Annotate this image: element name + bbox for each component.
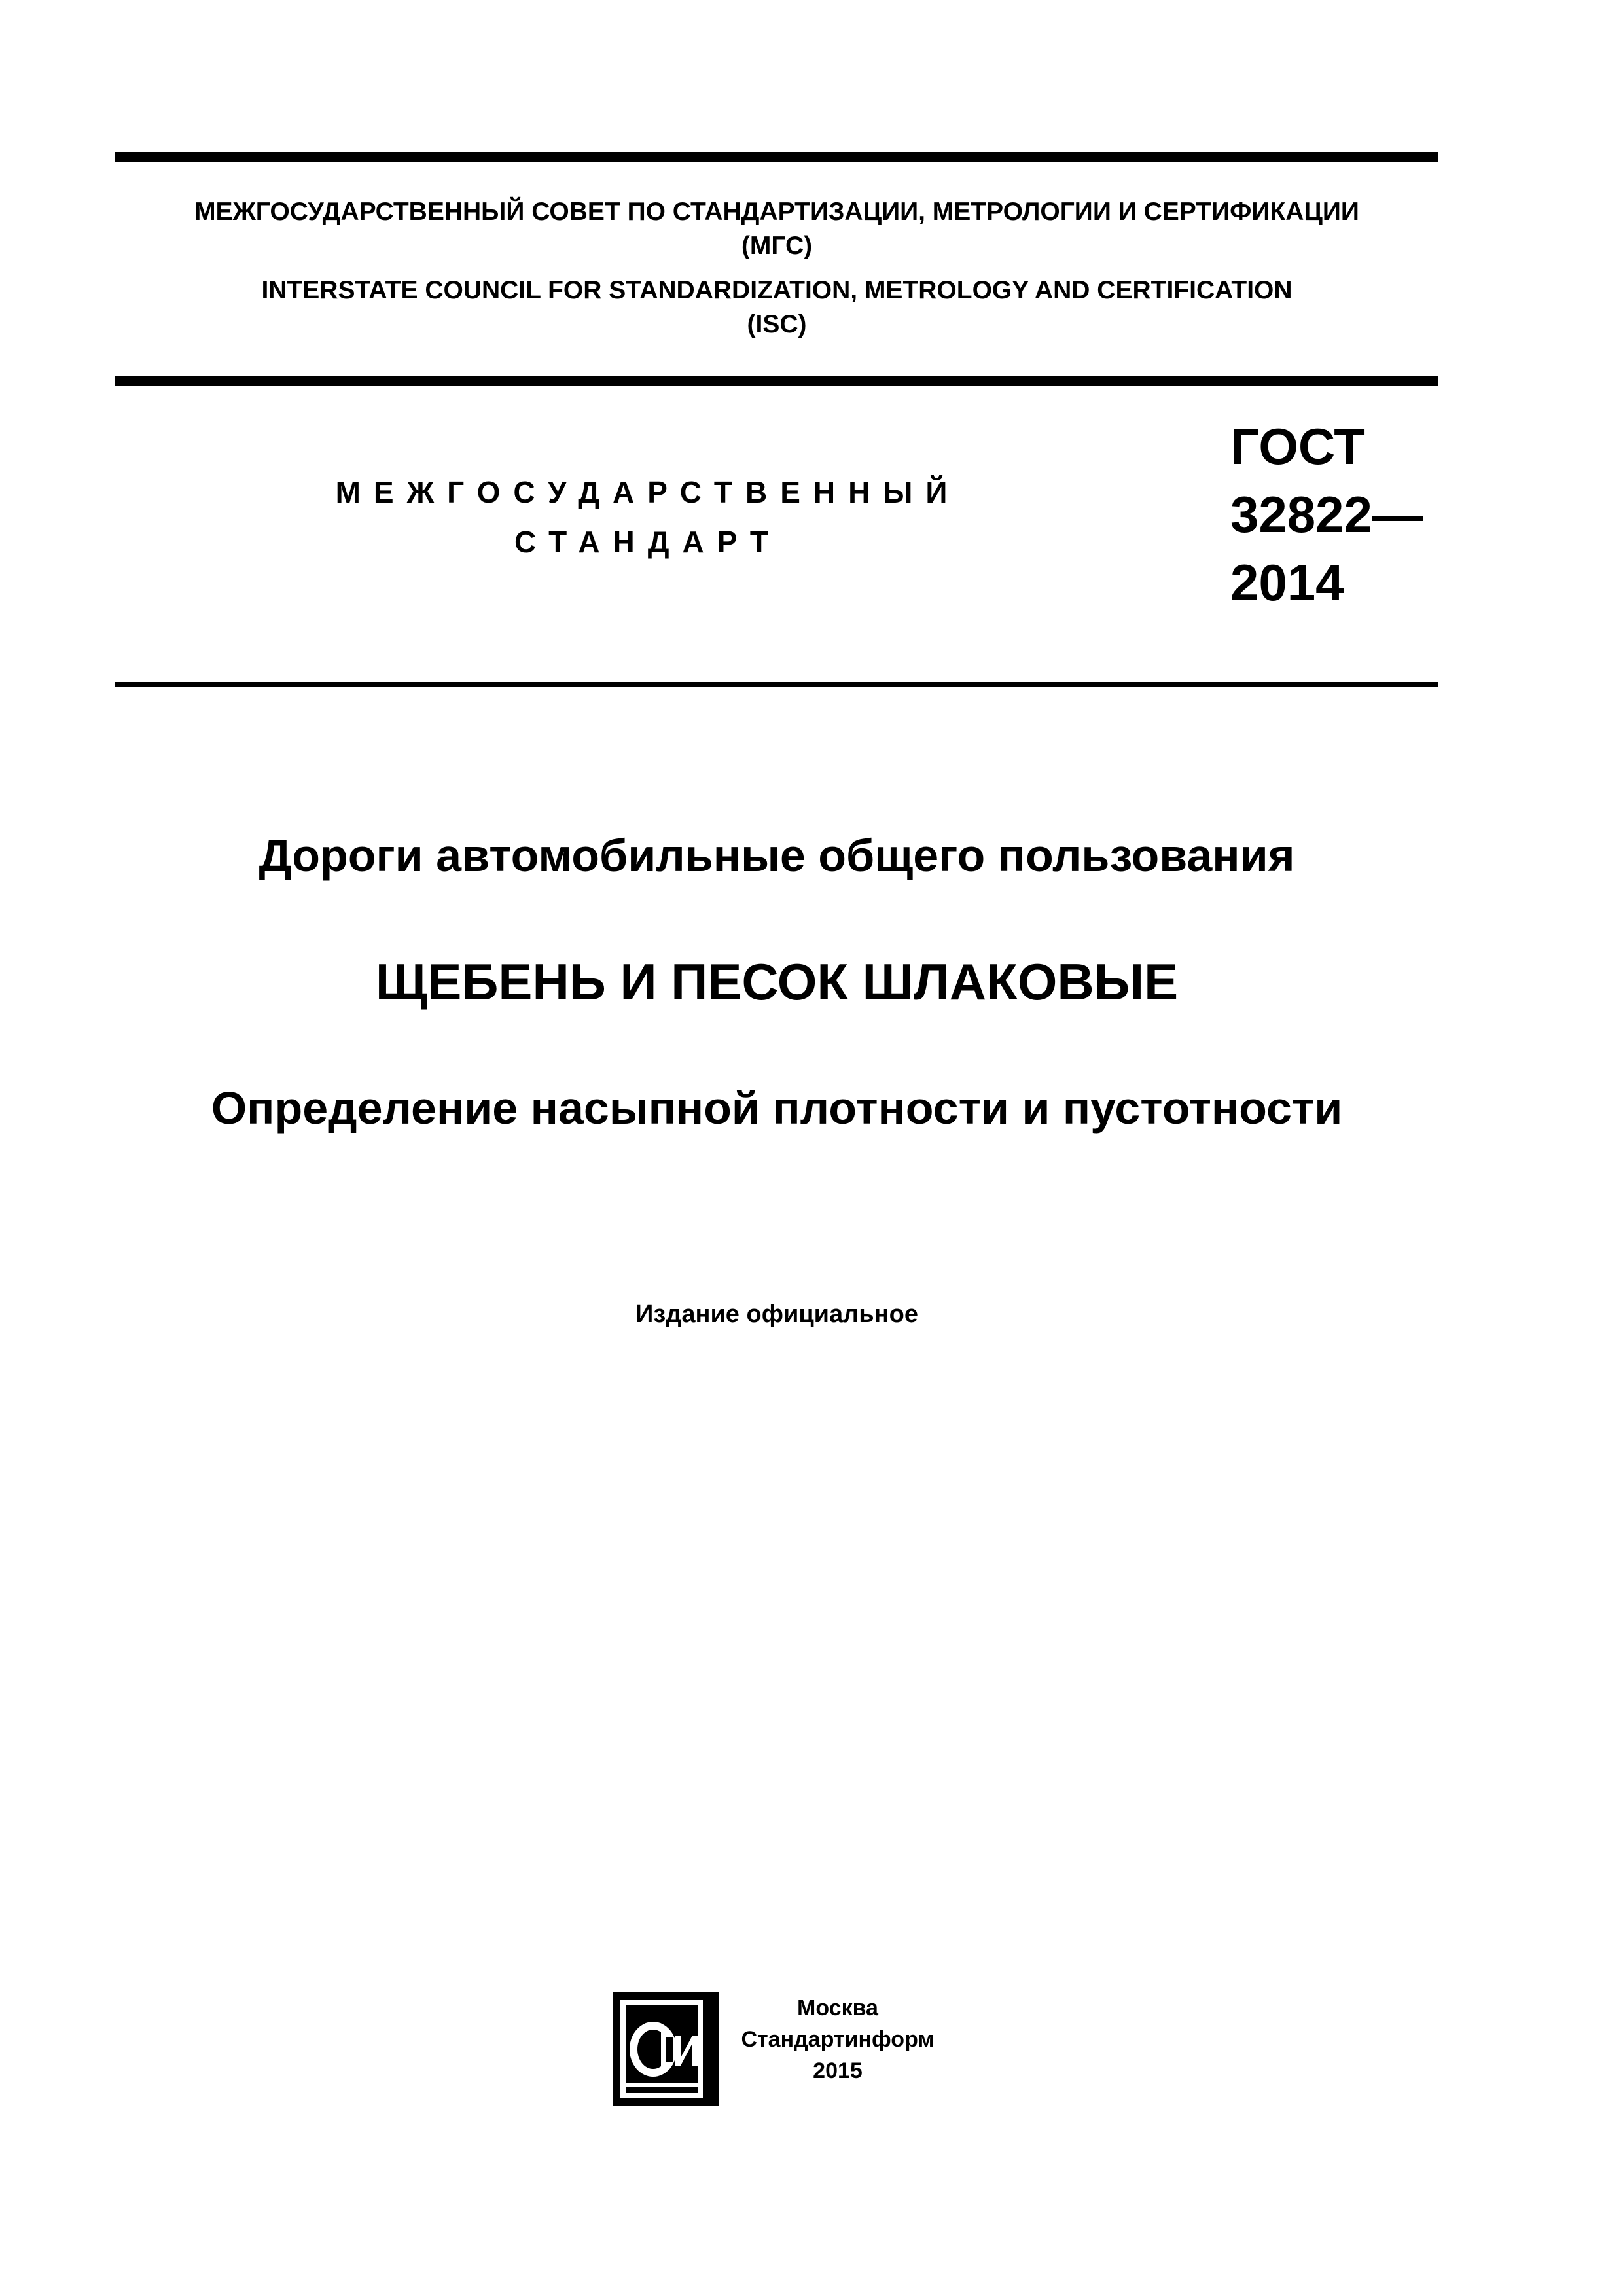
top-divider [115, 152, 1438, 162]
standartinform-logo-icon [613, 1992, 719, 2106]
publisher-name: Стандартинформ [741, 2027, 935, 2052]
publisher-city: Москва [797, 1996, 878, 2020]
document-title-sub: Определение насыпной плотности и пустотности [211, 1083, 1343, 1134]
council-name-en-text: INTERSTATE COUNCIL FOR STANDARDIZATION, METROLOGY AND CERTIFICATION [261, 276, 1293, 304]
document-title-general: Дороги автомобильные общего пользования [259, 830, 1295, 881]
standard-code: ГОСТ [1230, 418, 1365, 475]
council-abbr-en: (ISC) [747, 310, 807, 338]
middle-divider [115, 376, 1438, 386]
edition-label: Издание официальное [635, 1300, 918, 1328]
document-title-main: ЩЕБЕНЬ И ПЕСОК ШЛАКОВЫЕ [375, 953, 1179, 1011]
standard-kind-line2: СТАНДАРТ [514, 525, 781, 559]
standard-designation [1230, 412, 1427, 617]
standard-year: 2014 [1230, 554, 1344, 611]
standard-number: 32822— [1230, 486, 1423, 543]
publisher-imprint [713, 1992, 962, 2087]
council-abbr-ru: (МГС) [741, 232, 813, 260]
council-name-ru-text: МЕЖГОСУДАРСТВЕННЫЙ СОВЕТ ПО СТАНДАРТИЗАЦИИ, МЕТРОЛОГИИ И СЕРТИФИКАЦИИ [194, 198, 1359, 226]
council-name-ru [115, 195, 1438, 263]
publisher-year: 2015 [813, 2058, 863, 2083]
lower-divider [115, 682, 1438, 687]
standard-kind-line1: МЕЖГОСУДАРСТВЕННЫЙ [335, 475, 961, 509]
council-name-en [115, 274, 1438, 342]
